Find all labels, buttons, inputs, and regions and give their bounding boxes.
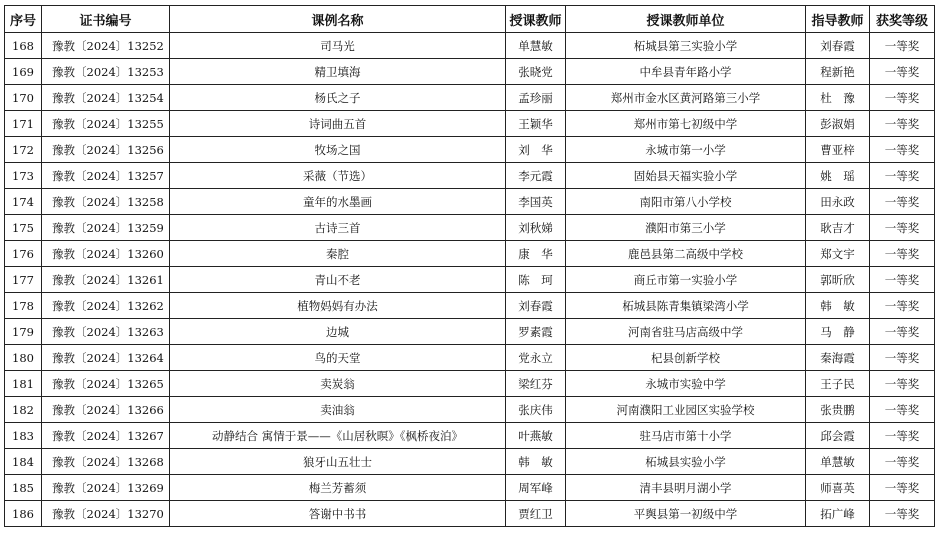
cell-index: 176 xyxy=(5,241,42,267)
header-award-level: 获奖等级 xyxy=(870,6,935,33)
cell-lesson-name: 采薇（节选） xyxy=(170,163,506,189)
cell-index: 185 xyxy=(5,475,42,501)
cell-certificate-no: 豫教〔2024〕13267 xyxy=(42,423,170,449)
cell-lesson-name: 童年的水墨画 xyxy=(170,189,506,215)
cell-index: 175 xyxy=(5,215,42,241)
cell-instructor: 耿吉才 xyxy=(806,215,870,241)
cell-teacher: 罗素霞 xyxy=(506,319,566,345)
table-row xyxy=(5,59,935,85)
cell-index: 177 xyxy=(5,267,42,293)
cell-lesson-name: 古诗三首 xyxy=(170,215,506,241)
cell-teacher-unit: 驻马店市第十小学 xyxy=(566,423,806,449)
cell-lesson-name: 植物妈妈有办法 xyxy=(170,293,506,319)
cell-index: 184 xyxy=(5,449,42,475)
cell-instructor: 杜 豫 xyxy=(806,85,870,111)
table-row xyxy=(5,371,935,397)
cell-teacher: 陈 珂 xyxy=(506,267,566,293)
cell-teacher: 张晓党 xyxy=(506,59,566,85)
cell-index: 168 xyxy=(5,33,42,59)
cell-certificate-no: 豫教〔2024〕13259 xyxy=(42,215,170,241)
cell-index: 179 xyxy=(5,319,42,345)
cell-index: 178 xyxy=(5,293,42,319)
cell-teacher: 周军峰 xyxy=(506,475,566,501)
table-row xyxy=(5,475,935,501)
table-row xyxy=(5,423,935,449)
cell-certificate-no: 豫教〔2024〕13252 xyxy=(42,33,170,59)
cell-index: 171 xyxy=(5,111,42,137)
cell-lesson-name: 卖油翁 xyxy=(170,397,506,423)
cell-instructor: 程新艳 xyxy=(806,59,870,85)
cell-index: 182 xyxy=(5,397,42,423)
cell-award-level: 一等奖 xyxy=(870,85,935,111)
cell-certificate-no: 豫教〔2024〕13269 xyxy=(42,475,170,501)
cell-index: 183 xyxy=(5,423,42,449)
cell-lesson-name: 狼牙山五壮士 xyxy=(170,449,506,475)
cell-lesson-name: 动静结合 寓情于景——《山居秋暝》《枫桥夜泊》 xyxy=(170,423,506,449)
table-row xyxy=(5,345,935,371)
cell-certificate-no: 豫教〔2024〕13258 xyxy=(42,189,170,215)
cell-instructor: 曹亚梓 xyxy=(806,137,870,163)
cell-instructor: 彭淑娟 xyxy=(806,111,870,137)
cell-certificate-no: 豫教〔2024〕13260 xyxy=(42,241,170,267)
cell-instructor: 韩 敏 xyxy=(806,293,870,319)
cell-award-level: 一等奖 xyxy=(870,111,935,137)
cell-index: 170 xyxy=(5,85,42,111)
cell-index: 174 xyxy=(5,189,42,215)
cell-award-level: 一等奖 xyxy=(870,59,935,85)
table-row xyxy=(5,33,935,59)
cell-award-level: 一等奖 xyxy=(870,319,935,345)
cell-teacher: 刘 华 xyxy=(506,137,566,163)
cell-index: 172 xyxy=(5,137,42,163)
cell-certificate-no: 豫教〔2024〕13263 xyxy=(42,319,170,345)
table-row xyxy=(5,319,935,345)
cell-instructor: 邱会霞 xyxy=(806,423,870,449)
cell-index: 180 xyxy=(5,345,42,371)
cell-instructor: 师喜英 xyxy=(806,475,870,501)
table-row xyxy=(5,111,935,137)
cell-teacher: 贾红卫 xyxy=(506,501,566,527)
cell-teacher-unit: 柘城县实验小学 xyxy=(566,449,806,475)
table-row xyxy=(5,501,935,527)
cell-certificate-no: 豫教〔2024〕13265 xyxy=(42,371,170,397)
cell-certificate-no: 豫教〔2024〕13262 xyxy=(42,293,170,319)
table-row xyxy=(5,163,935,189)
cell-certificate-no: 豫教〔2024〕13257 xyxy=(42,163,170,189)
header-certificate-no: 证书编号 xyxy=(42,6,170,33)
cell-teacher: 张庆伟 xyxy=(506,397,566,423)
cell-teacher: 刘秋娣 xyxy=(506,215,566,241)
cell-index: 173 xyxy=(5,163,42,189)
cell-instructor: 马 静 xyxy=(806,319,870,345)
cell-instructor: 秦海霞 xyxy=(806,345,870,371)
cell-award-level: 一等奖 xyxy=(870,293,935,319)
cell-teacher-unit: 杞县创新学校 xyxy=(566,345,806,371)
cell-teacher-unit: 郑州市第七初级中学 xyxy=(566,111,806,137)
header-teacher-unit: 授课教师单位 xyxy=(566,6,806,33)
cell-certificate-no: 豫教〔2024〕13256 xyxy=(42,137,170,163)
cell-lesson-name: 边城 xyxy=(170,319,506,345)
cell-instructor: 郑文宇 xyxy=(806,241,870,267)
cell-lesson-name: 鸟的天堂 xyxy=(170,345,506,371)
cell-teacher: 刘春霞 xyxy=(506,293,566,319)
cell-lesson-name: 精卫填海 xyxy=(170,59,506,85)
cell-lesson-name: 卖炭翁 xyxy=(170,371,506,397)
cell-lesson-name: 杨氏之子 xyxy=(170,85,506,111)
header-instructor: 指导教师 xyxy=(806,6,870,33)
cell-teacher-unit: 柘城县陈青集镇梁湾小学 xyxy=(566,293,806,319)
header-lesson-name: 课例名称 xyxy=(170,6,506,33)
cell-award-level: 一等奖 xyxy=(870,371,935,397)
cell-instructor: 刘春霞 xyxy=(806,33,870,59)
table-row xyxy=(5,267,935,293)
cell-teacher-unit: 南阳市第八小学校 xyxy=(566,189,806,215)
header-index: 序号 xyxy=(5,6,42,33)
cell-teacher: 康 华 xyxy=(506,241,566,267)
cell-teacher-unit: 郑州市金水区黄河路第三小学 xyxy=(566,85,806,111)
cell-teacher-unit: 河南濮阳工业园区实验学校 xyxy=(566,397,806,423)
cell-teacher: 韩 敏 xyxy=(506,449,566,475)
cell-certificate-no: 豫教〔2024〕13266 xyxy=(42,397,170,423)
cell-award-level: 一等奖 xyxy=(870,397,935,423)
cell-certificate-no: 豫教〔2024〕13264 xyxy=(42,345,170,371)
cell-teacher-unit: 固始县天福实验小学 xyxy=(566,163,806,189)
cell-instructor: 张贵鹏 xyxy=(806,397,870,423)
cell-award-level: 一等奖 xyxy=(870,33,935,59)
cell-lesson-name: 司马光 xyxy=(170,33,506,59)
cell-certificate-no: 豫教〔2024〕13254 xyxy=(42,85,170,111)
cell-certificate-no: 豫教〔2024〕13270 xyxy=(42,501,170,527)
cell-teacher-unit: 柘城县第三实验小学 xyxy=(566,33,806,59)
table-row xyxy=(5,189,935,215)
cell-lesson-name: 梅兰芳蓄须 xyxy=(170,475,506,501)
cell-index: 186 xyxy=(5,501,42,527)
cell-instructor: 单慧敏 xyxy=(806,449,870,475)
cell-teacher-unit: 永城市实验中学 xyxy=(566,371,806,397)
table-row xyxy=(5,449,935,475)
cell-certificate-no: 豫教〔2024〕13261 xyxy=(42,267,170,293)
cell-teacher-unit: 商丘市第一实验小学 xyxy=(566,267,806,293)
cell-index: 169 xyxy=(5,59,42,85)
cell-teacher-unit: 清丰县明月湖小学 xyxy=(566,475,806,501)
cell-instructor: 郭昕欣 xyxy=(806,267,870,293)
header-teacher: 授课教师 xyxy=(506,6,566,33)
table-row xyxy=(5,241,935,267)
award-table xyxy=(4,5,935,527)
cell-lesson-name: 青山不老 xyxy=(170,267,506,293)
cell-award-level: 一等奖 xyxy=(870,267,935,293)
cell-teacher-unit: 濮阳市第三小学 xyxy=(566,215,806,241)
cell-award-level: 一等奖 xyxy=(870,449,935,475)
table-row xyxy=(5,215,935,241)
cell-teacher: 孟珍丽 xyxy=(506,85,566,111)
cell-award-level: 一等奖 xyxy=(870,241,935,267)
cell-teacher-unit: 河南省驻马店高级中学 xyxy=(566,319,806,345)
cell-lesson-name: 答谢中书书 xyxy=(170,501,506,527)
cell-teacher: 梁红芬 xyxy=(506,371,566,397)
cell-lesson-name: 诗词曲五首 xyxy=(170,111,506,137)
cell-teacher-unit: 平舆县第一初级中学 xyxy=(566,501,806,527)
cell-award-level: 一等奖 xyxy=(870,345,935,371)
cell-award-level: 一等奖 xyxy=(870,189,935,215)
cell-teacher: 叶燕敏 xyxy=(506,423,566,449)
cell-teacher-unit: 中牟县青年路小学 xyxy=(566,59,806,85)
cell-teacher: 王颖华 xyxy=(506,111,566,137)
cell-award-level: 一等奖 xyxy=(870,501,935,527)
table-row xyxy=(5,293,935,319)
cell-teacher-unit: 永城市第一小学 xyxy=(566,137,806,163)
cell-certificate-no: 豫教〔2024〕13268 xyxy=(42,449,170,475)
cell-award-level: 一等奖 xyxy=(870,423,935,449)
table-row xyxy=(5,85,935,111)
cell-instructor: 姚 瑶 xyxy=(806,163,870,189)
cell-award-level: 一等奖 xyxy=(870,215,935,241)
table-row xyxy=(5,397,935,423)
cell-award-level: 一等奖 xyxy=(870,475,935,501)
cell-teacher: 李元霞 xyxy=(506,163,566,189)
cell-award-level: 一等奖 xyxy=(870,163,935,189)
table-body xyxy=(5,33,935,527)
cell-certificate-no: 豫教〔2024〕13255 xyxy=(42,111,170,137)
cell-lesson-name: 秦腔 xyxy=(170,241,506,267)
cell-lesson-name: 牧场之国 xyxy=(170,137,506,163)
cell-award-level: 一等奖 xyxy=(870,137,935,163)
cell-instructor: 王子民 xyxy=(806,371,870,397)
cell-teacher-unit: 鹿邑县第二高级中学校 xyxy=(566,241,806,267)
cell-instructor: 田永政 xyxy=(806,189,870,215)
cell-certificate-no: 豫教〔2024〕13253 xyxy=(42,59,170,85)
cell-instructor: 拓广峰 xyxy=(806,501,870,527)
cell-teacher: 党永立 xyxy=(506,345,566,371)
cell-teacher: 李国英 xyxy=(506,189,566,215)
header-row xyxy=(5,6,935,33)
cell-teacher: 单慧敏 xyxy=(506,33,566,59)
cell-index: 181 xyxy=(5,371,42,397)
table-row xyxy=(5,137,935,163)
